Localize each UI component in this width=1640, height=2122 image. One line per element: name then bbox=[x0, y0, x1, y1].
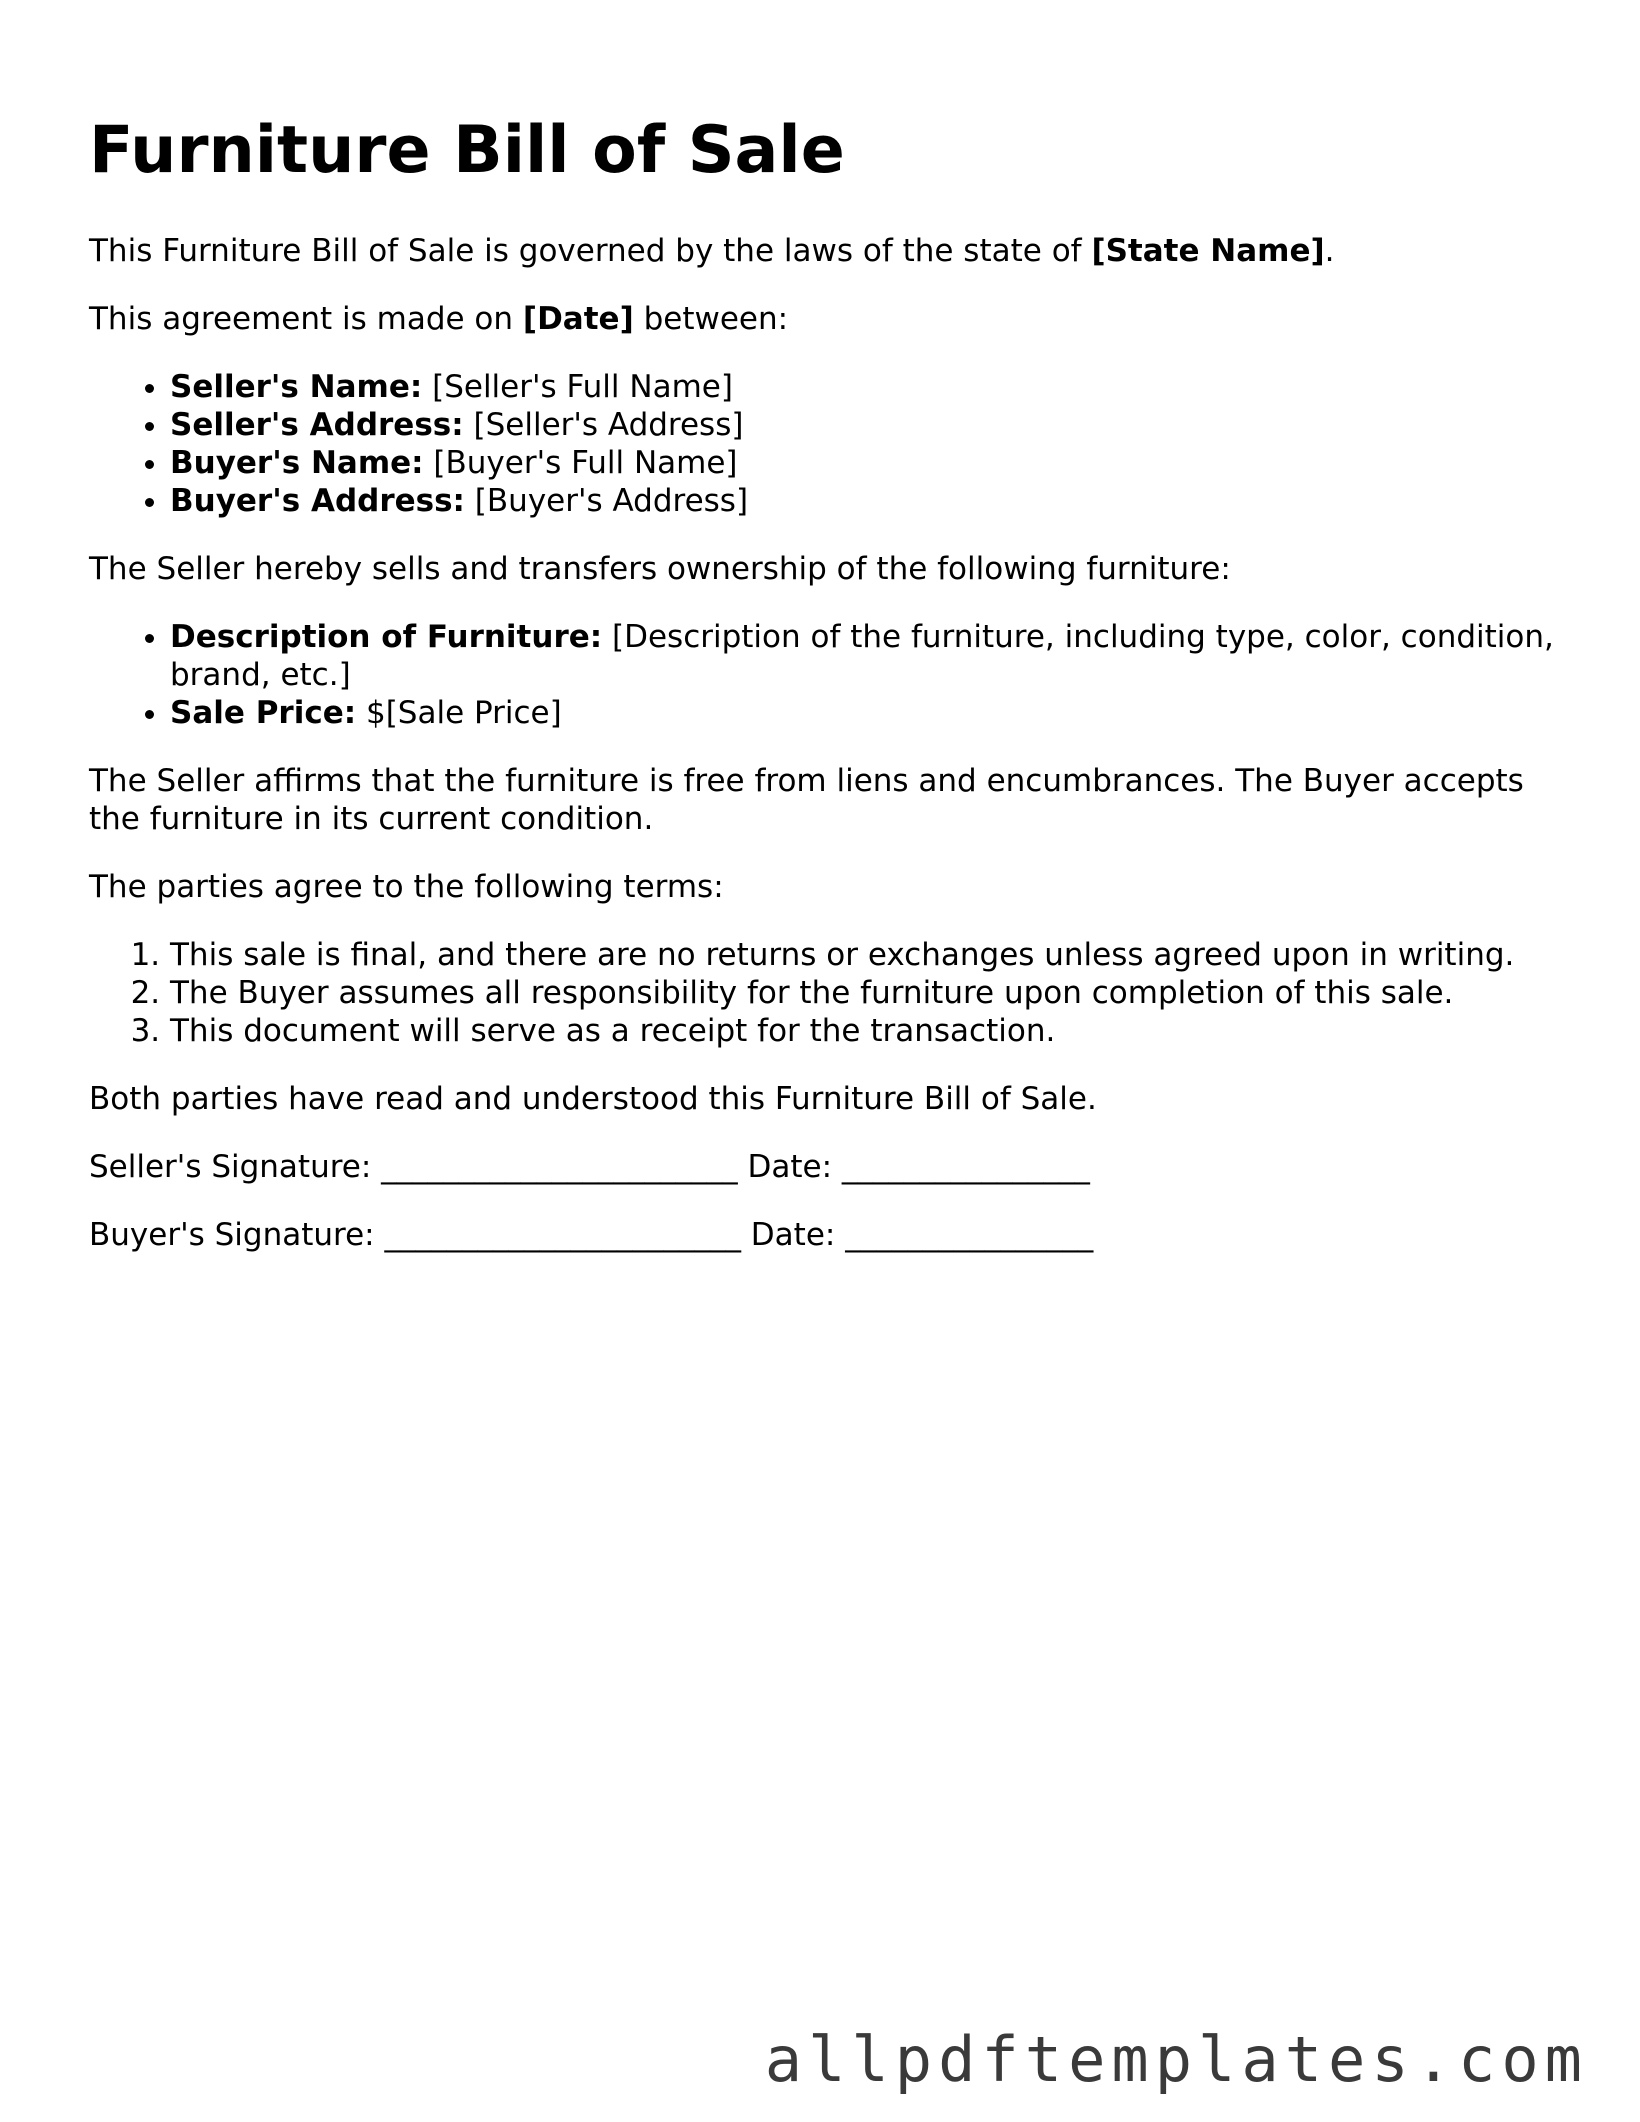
agreement-text: This agreement is made on bbox=[89, 301, 523, 337]
item-label: Description of Furniture: bbox=[170, 619, 603, 655]
terms-list bbox=[89, 936, 1559, 1050]
list-item: 2. The Buyer assumes all responsibility for the furniture upon completion of this sale. bbox=[170, 974, 1559, 1012]
governing-text-end: . bbox=[1324, 233, 1335, 269]
governing-law-paragraph bbox=[89, 232, 1559, 270]
list-item bbox=[170, 444, 1559, 482]
terms-intro: The parties agree to the following terms: bbox=[89, 869, 724, 905]
item-label: Sale Price: bbox=[170, 695, 357, 731]
affirmation-paragraph: The Seller affirms that the furniture is free from liens and encumbrances. The Buyer accepts the furniture in its current condition. bbox=[89, 763, 1524, 837]
document-title: Furniture Bill of Sale bbox=[89, 113, 845, 188]
state-name-placeholder: [State Name] bbox=[1091, 233, 1325, 269]
item-label: Buyer's Name: bbox=[170, 445, 424, 481]
item-value: [Seller's Address] bbox=[463, 407, 744, 443]
governing-text: This Furniture Bill of Sale is governed by the laws of the state of bbox=[89, 233, 1092, 269]
item-value: [Description of the furniture, including type, color, condition, brand, etc.] bbox=[170, 619, 1554, 693]
agreement-text-end: between: bbox=[633, 301, 789, 337]
furniture-list bbox=[89, 618, 1559, 732]
parties-list bbox=[89, 368, 1559, 520]
agreement-paragraph bbox=[89, 300, 1559, 338]
watermark: allpdftemplates.com bbox=[764, 2023, 1588, 2096]
date-placeholder: [Date] bbox=[522, 301, 634, 337]
transfer-intro: The Seller hereby sells and transfers ownership of the following furniture: bbox=[89, 551, 1231, 587]
list-item: 3. This document will serve as a receipt for the transaction. bbox=[170, 1012, 1559, 1050]
buyer-signature-line: Buyer's Signature: _______________________ Date: ________________ bbox=[89, 1217, 1094, 1253]
item-value: [Buyer's Address] bbox=[464, 483, 749, 519]
document bbox=[89, 112, 1559, 1284]
seller-signature-line: Seller's Signature: _______________________ Date: ________________ bbox=[89, 1149, 1090, 1185]
acknowledgment-paragraph: Both parties have read and understood this Furniture Bill of Sale. bbox=[89, 1081, 1097, 1117]
item-label: Seller's Address: bbox=[170, 407, 464, 443]
list-item bbox=[170, 368, 1559, 406]
item-value: [Buyer's Full Name] bbox=[423, 445, 738, 481]
list-item bbox=[170, 694, 1559, 732]
list-item bbox=[170, 406, 1559, 444]
item-label: Seller's Name: bbox=[170, 369, 423, 405]
item-value: [Seller's Full Name] bbox=[422, 369, 733, 405]
list-item bbox=[170, 482, 1559, 520]
list-item bbox=[170, 618, 1559, 694]
item-label: Buyer's Address: bbox=[170, 483, 465, 519]
item-value: $[Sale Price] bbox=[356, 695, 562, 731]
list-item: 1. This sale is final, and there are no returns or exchanges unless agreed upon in writing. bbox=[170, 936, 1559, 974]
